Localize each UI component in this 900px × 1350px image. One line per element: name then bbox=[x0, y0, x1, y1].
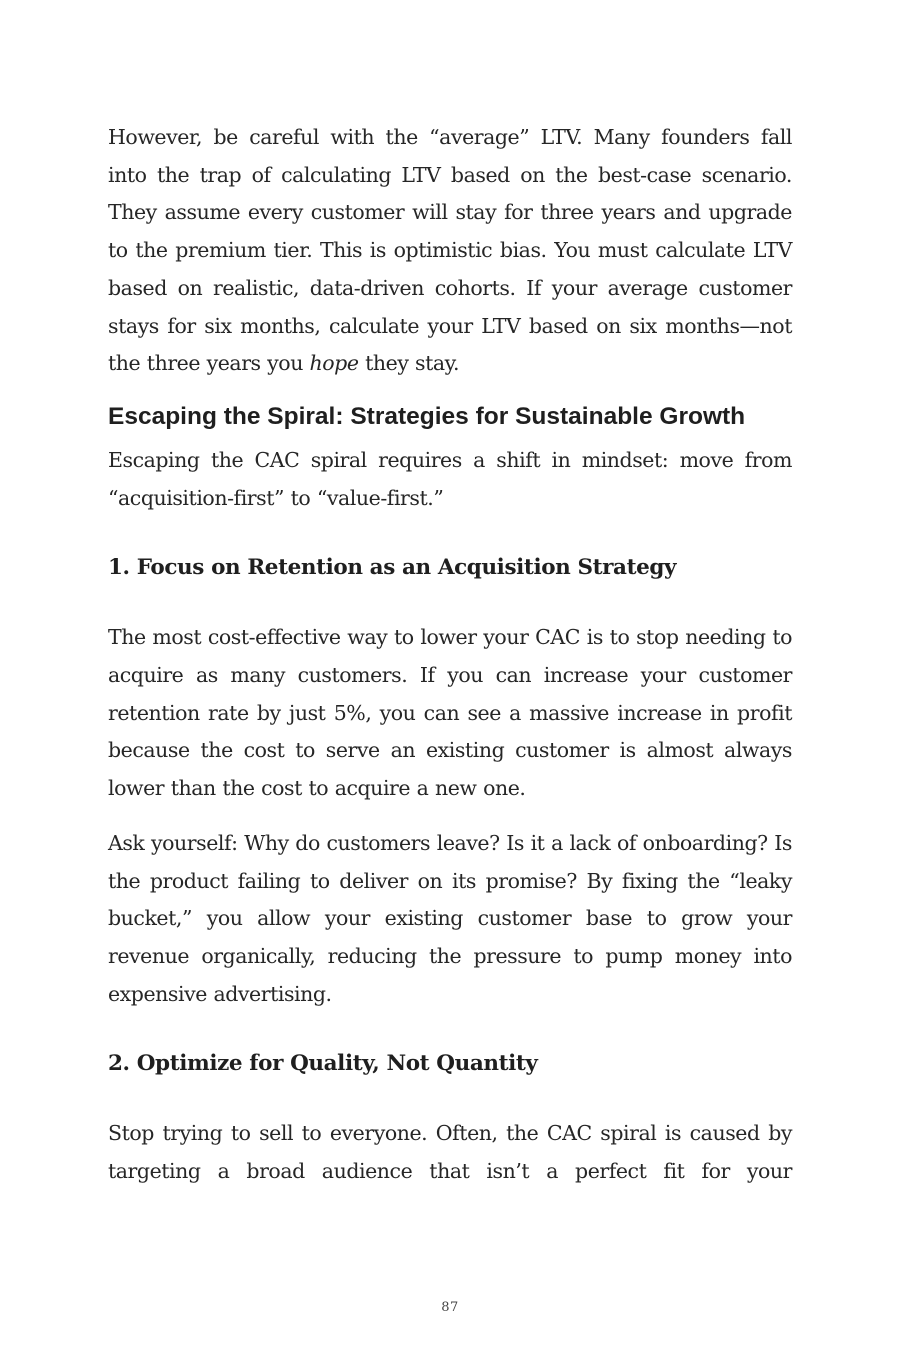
subheading-retention: 1. Focus on Retention as an Acquisition Strategy bbox=[108, 555, 677, 581]
paragraph-ltv-text-end: they stay. bbox=[358, 351, 460, 376]
section-heading: Escaping the Spiral: Strategies for Sustainable Growth bbox=[108, 402, 746, 430]
paragraph-leaky-bucket: Ask yourself: Why do customers leave? Is it a lack of onboarding? Is the product failing to deliver on its promise? By fixing the “leaky bucket,” you allow your existing customer base to grow your revenue organically, reducing the pressure to pump money into expensive advertising. bbox=[108, 830, 792, 1006]
page-number: 87 bbox=[441, 1300, 459, 1315]
paragraph-ltv-caution bbox=[108, 119, 792, 383]
subheading-quality: 2. Optimize for Quality, Not Quantity bbox=[108, 1051, 538, 1077]
paragraph-mindset-shift: Escaping the CAC spiral requires a shift in mindset: move from “acquisition-first” to “value-first.” bbox=[108, 447, 792, 510]
emphasis-hope: hope bbox=[309, 351, 359, 376]
paragraph-ltv-text-start: However, be careful with the “average” LTV. Many founders fall into the trap of calculating LTV based on the best-case scenario. They assume every customer will stay for three years and upgrade to the premium tier. This is optimistic bias. You must calculate LTV based on realistic, data-driven cohorts. If your average customer stays for six months, calculate your LTV based on six months—not the three years you bbox=[108, 125, 792, 376]
paragraph-retention: The most cost-effective way to lower your CAC is to stop needing to acquire as many customers. If you can increase your customer retention rate by just 5%, you can see a massive increase in profit because the cost to serve an existing customer is almost always lower than the cost to acquire a new one. bbox=[108, 625, 792, 801]
paragraph-targeting: Stop trying to sell to everyone. Often, the CAC spiral is caused by targeting a broad audience that isn’t a perfect fit for your bbox=[108, 1121, 792, 1184]
page-content bbox=[108, 119, 792, 1191]
